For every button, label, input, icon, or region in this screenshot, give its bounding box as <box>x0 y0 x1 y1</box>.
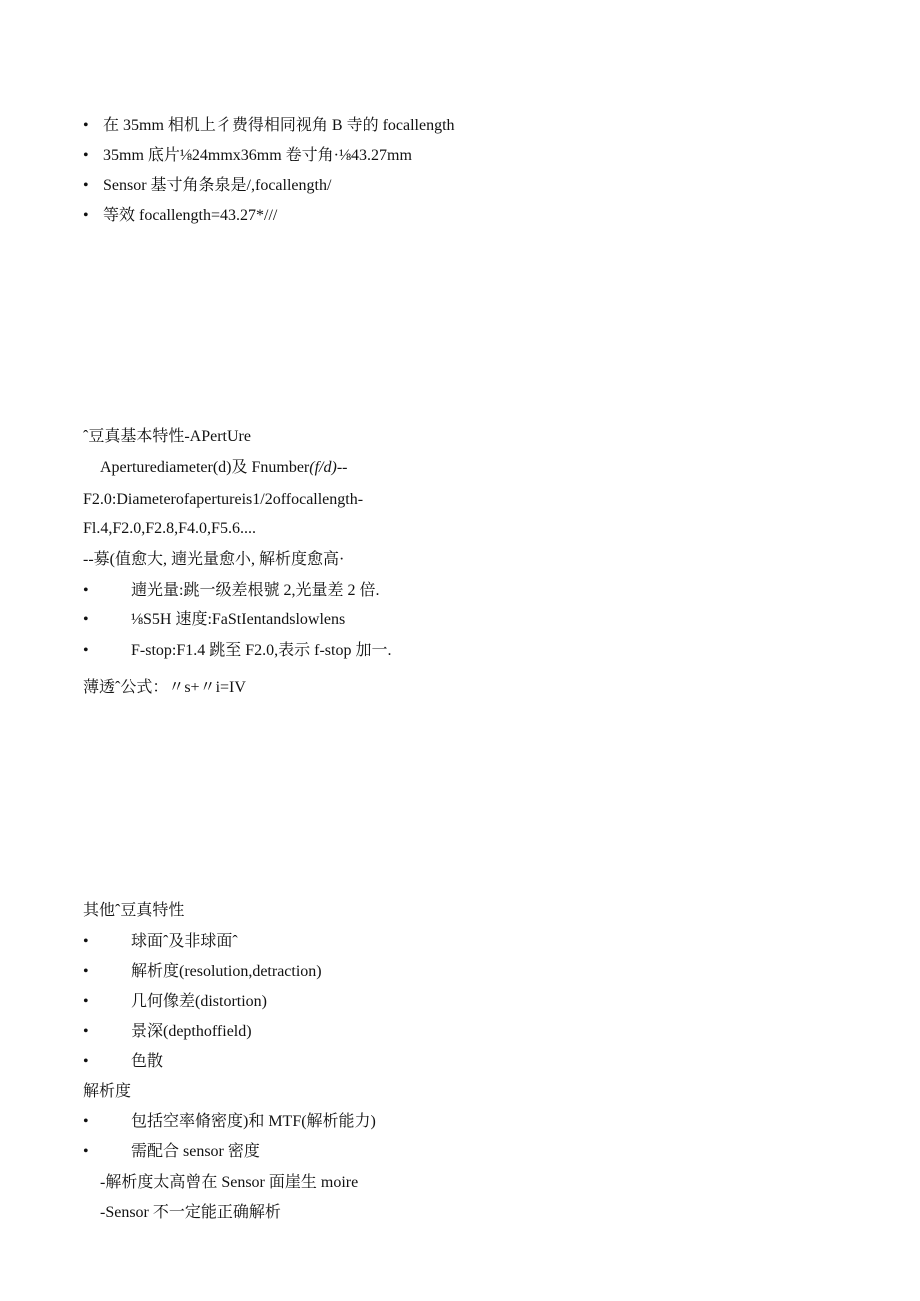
bullet-icon: • <box>83 117 89 134</box>
bullet-icon: • <box>83 177 89 194</box>
bullet-icon: • <box>83 1053 89 1070</box>
list-item-text: 几何像差(distortion) <box>131 993 267 1010</box>
list-item-text: 遖光量:跳一级差根號 2,光量差 2 倍. <box>131 582 380 599</box>
list-item-text: 等效 focallength=43.27*/// <box>103 207 278 224</box>
section-heading: ˆ豆真基本特性-APertUre <box>83 428 251 445</box>
aperture-definition <box>100 457 347 479</box>
bullet-icon: • <box>83 642 89 659</box>
list-item-text: F-stop:F1.4 跳至 F2.0,表示 f-stop 加一. <box>131 642 392 659</box>
dash-item: -解析度太高曾在 Sensor 面崖生 moire <box>100 1174 359 1191</box>
bullet-icon: • <box>83 582 89 599</box>
aperture-definition-text: Aperturediameter(d)及 Fnumber <box>100 459 310 476</box>
list-item-text: Sensor 基寸角条泉是/,focallength/ <box>103 177 332 194</box>
section-heading: 其他ˆ豆真特性 <box>83 902 185 919</box>
fnumber-formula: (f/d) <box>309 459 337 476</box>
bullet-icon: • <box>83 207 89 224</box>
list-item-text: 球面ˆ及非球面ˆ <box>131 933 238 950</box>
bullet-icon: • <box>83 963 89 980</box>
bullet-icon: • <box>83 1143 89 1160</box>
list-item-text: 包括空率脩密度)和 MTF(解析能力) <box>131 1113 376 1130</box>
list-item-text: 需配合 sensor 密度 <box>131 1143 260 1160</box>
text-line: F2.0:Diameterofapertureis1/2offocallength- <box>83 491 364 508</box>
list-item-text: 色散 <box>131 1053 164 1070</box>
dash-item: -Sensor 不一定能正确解析 <box>100 1204 281 1221</box>
bullet-icon: • <box>83 611 89 628</box>
bullet-icon: • <box>83 1113 89 1130</box>
aperture-definition-tail: -- <box>336 459 348 476</box>
list-item-text: 解析度(resolution,detraction) <box>131 963 322 980</box>
bullet-icon: • <box>83 1023 89 1040</box>
list-item-text: ⅛S5H 速度:FaStIentandslowlens <box>131 611 346 628</box>
bullet-icon: • <box>83 993 89 1010</box>
list-item-text: 在 35mm 相机上彳费得相同视角 B 寺的 focallength <box>103 117 455 134</box>
sub-heading: 解析度 <box>83 1083 132 1100</box>
list-item-text: 35mm 底片⅛24mmx36mm 卷寸角·⅛43.27mm <box>103 147 412 164</box>
text-line: Fl.4,F2.0,F2.8,F4.0,F5.6.... <box>83 520 256 537</box>
text-line: --募(值愈大, 遖光量愈小, 解析度愈高· <box>83 551 345 568</box>
bullet-icon: • <box>83 933 89 950</box>
bullet-icon: • <box>83 147 89 164</box>
list-item-text: 景深(depthoffield) <box>131 1023 252 1040</box>
lens-formula: 薄透ˆ公式：〃s+〃i=IV <box>83 679 246 696</box>
